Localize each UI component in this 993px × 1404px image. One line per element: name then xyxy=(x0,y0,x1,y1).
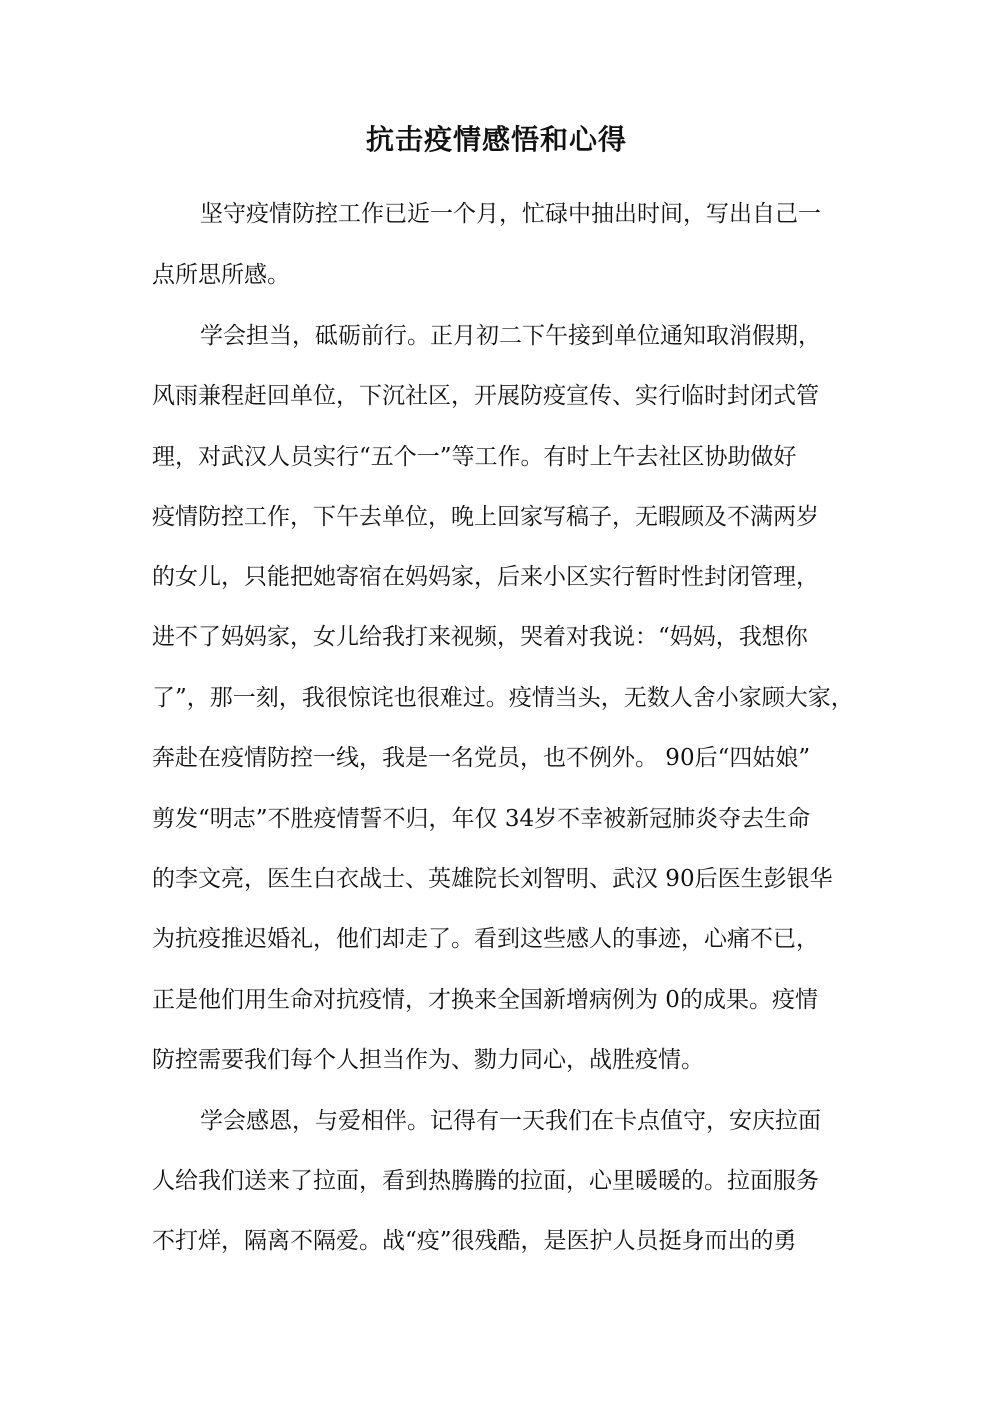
paragraph-3-line-1: 学会感恩，与爱相伴。记得有一天我们在卡点值守，安庆拉面 xyxy=(200,1108,821,1134)
paragraph-2-line-11: 为抗疫推迟婚礼，他们却走了。看到这些感人的事迹，心痛不已， xyxy=(152,926,819,952)
document-title: 抗击疫情感悟和心得 xyxy=(365,123,627,156)
paragraph-1-line-1: 坚守疫情防控工作已近一个月，忙碌中抽出时间，写出自己一 xyxy=(200,201,821,227)
paragraph-2-line-4: 疫情防控工作，下午去单位，晚上回家写稿子，无暇顾及不满两岁 xyxy=(152,504,819,530)
paragraph-2-line-6: 进不了妈妈家，女儿给我打来视频，哭着对我说：“妈妈，我想你 xyxy=(152,624,808,650)
paragraph-2-line-13: 防控需要我们每个人担当作为、勠力同心，战胜疫情。 xyxy=(152,1047,704,1073)
paragraph-2-line-8: 奔赴在疫情防控一线，我是一名党员，也不例外。 90后“四姑娘” xyxy=(152,745,811,771)
paragraph-2-line-1: 学会担当，砥砺前行。正月初二下午接到单位通知取消假期， xyxy=(200,323,821,349)
paragraph-1-line-2: 点所思所感。 xyxy=(152,262,290,288)
paragraph-2-line-3: 理，对武汉人员实行“五个一”等工作。有时上午去社区协助做好 xyxy=(152,444,797,470)
paragraph-2-line-10: 的李文亮，医生白衣战士、英雄院长刘智明、武汉 90后医生彭银华 xyxy=(152,866,833,892)
paragraph-2-line-5: 的女儿，只能把她寄宿在妈妈家，后来小区实行暂时性封闭管理， xyxy=(152,564,819,590)
paragraph-2-line-12: 正是他们用生命对抗疫情，才换来全国新增病例为 0的成果。疫情 xyxy=(152,987,818,1013)
paragraph-3-line-3: 不打烊，隔离不隔爱。战“疫”很残酷，是医护人员挺身而出的勇 xyxy=(152,1228,797,1254)
paragraph-2-line-9: 剪发“明志”不胜疫情誓不归，年仅 34岁不幸被新冠肺炎夺去生命 xyxy=(152,806,811,832)
paragraph-2-line-2: 风雨兼程赶回单位，下沉社区，开展防疫宣传、实行临时封闭式管 xyxy=(152,383,819,409)
paragraph-2-line-7: 了”，那一刻，我很惊诧也很难过。疫情当头，无数人舍小家顾大家， xyxy=(152,685,854,711)
paragraph-3-line-2: 人给我们送来了拉面，看到热腾腾的拉面，心里暖暖的。拉面服务 xyxy=(152,1168,819,1194)
